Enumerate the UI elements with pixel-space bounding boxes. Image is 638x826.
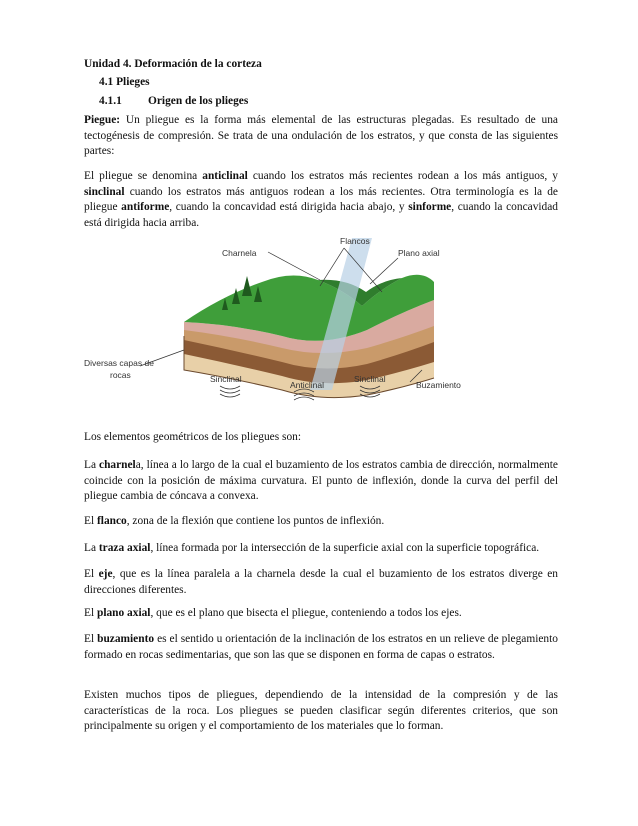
paragraph-types — [84, 169, 558, 231]
term-piegue: Piegue: — [84, 114, 121, 126]
term-eje: eje — [98, 568, 113, 580]
text-span: , que es la línea paralela a la charnela desde la cual el buzamiento de los estratos diverge en direcciones diferentes. — [84, 568, 558, 596]
subsection-number: 4.1.1 — [99, 95, 122, 107]
label-sinclinal-left: Sinclinal — [210, 374, 242, 384]
text-span: , que es el plano que bisecta el pliegue, conteniendo a todos los ejes. — [150, 607, 462, 619]
text-span: La — [84, 542, 99, 554]
text-span: El pliegue se denomina — [84, 170, 203, 182]
paragraph-piegue — [84, 113, 558, 160]
paragraph-traza-axial — [84, 541, 558, 557]
text-span: El — [84, 633, 98, 645]
term-buzamiento: buzamiento — [97, 633, 155, 645]
term-anticlinal: anticlinal — [202, 170, 248, 182]
text-span: cuando los estratos más recientes rodean a los más antiguos, y — [247, 170, 558, 182]
paragraph-tipos: Existen muchos tipos de pliegues, dependiendo de la intensidad de la compresión y de las características de la roca. Los pliegues se pueden clasificar según diferentes criterios, que son principalmente su origen y el comportamiento de los materiales que lo forman. — [84, 689, 558, 733]
label-anticlinal: Anticlinal — [290, 380, 325, 390]
text-span: es el sentido u orientación de la inclinación de los estratos en un relieve de plegamiento formado en rocas sedimentarias, que son las que se disponen en forma de capas o estratos. — [84, 633, 558, 661]
label-buzamiento: Buzamiento — [416, 380, 461, 390]
term-sinclinal: sinclinal — [84, 185, 125, 198]
text-span: , zona de la flexión que contiene los puntos de inflexión. — [126, 515, 385, 527]
term-antiforme: antiforme — [121, 201, 170, 214]
text-span: El — [84, 568, 99, 580]
text-span: La — [84, 459, 100, 471]
subsection-heading — [99, 94, 248, 110]
paragraph-text: Un pliegue es la forma más elemental de las estructuras plegadas. Es resultado de una tectogénesis de compresión. Se trata de una ondulación de los estratos, y que consta de las siguientes partes: — [84, 114, 558, 158]
text-span: , línea formada por la intersección de la superficie axial con la superficie topográfica. — [150, 542, 540, 554]
term-sinforme: sinforme — [408, 201, 452, 214]
text-span: El — [84, 607, 97, 619]
text-span: , cuando la concavidad está dirigida hacia arriba. — [84, 201, 558, 229]
paragraph-elements: Los elementos geométricos de los pliegues son: — [84, 431, 302, 443]
paragraph-charnela — [84, 458, 558, 505]
paragraph-eje — [84, 567, 558, 598]
fold-diagram — [82, 230, 510, 402]
section-heading: 4.1 Plieges — [99, 76, 150, 88]
term-flanco: flanco — [96, 515, 127, 527]
subsection-title: Origen de los plieges — [148, 95, 249, 107]
text-span: , cuando la concavidad está dirigida hacia abajo, y — [169, 201, 409, 214]
label-sinclinal-right: Sinclinal — [354, 374, 386, 384]
term-traza-axial: traza axial — [98, 542, 151, 554]
label-plano-axial: Plano axial — [398, 248, 440, 258]
text-span: El — [84, 515, 97, 527]
label-flancos: Flancos — [340, 236, 370, 246]
paragraph-flanco — [84, 514, 558, 530]
label-charnela: Charnela — [222, 248, 257, 258]
paragraph-buzamiento — [84, 632, 558, 663]
unit-heading: Unidad 4. Deformación de la corteza — [84, 58, 262, 70]
label-capas-2: rocas — [110, 370, 131, 380]
term-plano-axial: plano axial — [96, 607, 151, 619]
paragraph-plano-axial — [84, 606, 558, 622]
label-capas-1: Diversas capas de — [84, 358, 154, 368]
term-charnela: charnel — [99, 459, 136, 471]
text-span: a, línea a lo largo de la cual el buzamiento de los estratos cambia de dirección, normalmente coincide con la posición de máxima curvatura. El punto de inflexión, donde la curva del perfil del pliegue cambia de cóncava a convexa. — [84, 459, 558, 503]
text-span: cuando los estratos más antiguos rodean a los más recientes. Otra terminología es la de pliegue — [84, 185, 558, 214]
